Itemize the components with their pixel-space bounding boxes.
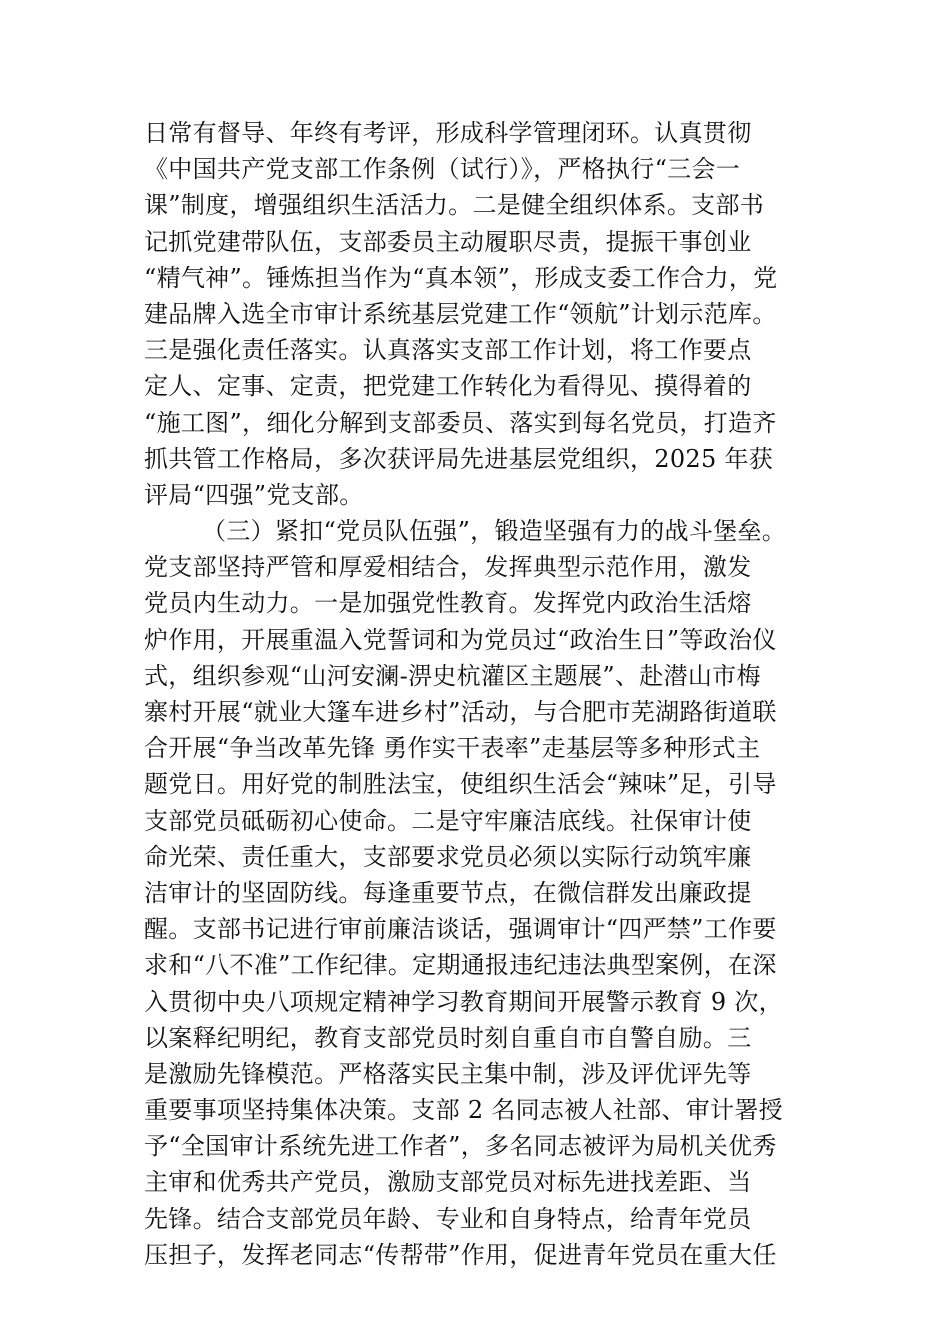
text-line: 醒。支部书记进行审前廉洁谈话，强调审计“四严禁”工作要	[144, 915, 777, 944]
text-line: 是激励先锋模范。严格落实民主集中制，涉及评优评先等	[144, 1059, 752, 1088]
text-line: “施工图”，细化分解到支部委员、落实到每名党员，打造齐	[144, 408, 777, 437]
text-line: 抓共管工作格局，多次获评局先进基层党组织，2025 年获	[144, 444, 774, 473]
text-line: 洁审计的坚固防线。每逢重要节点，在微信群发出廉政提	[144, 878, 752, 907]
text-line: 压担子，发挥老同志“传帮带”作用，促进青年党员在重大任	[144, 1240, 777, 1269]
text-line: 命光荣、责任重大，支部要求党员必须以实际行动筑牢廉	[144, 842, 752, 871]
text-line: 求和“八不准”工作纪律。定期通报违纪违法典型案例，在深	[144, 951, 777, 980]
text-line: 式，组织参观“山河安澜-淠史杭灌区主题展”、赴潜山市梅	[144, 661, 761, 690]
text-line: “精气神”。锤炼担当作为“真本领”，形成支委工作合力，党	[144, 263, 778, 292]
text-line: 党员内生动力。一是加强党性教育。发挥党内政治生活熔	[144, 589, 752, 618]
text-line: 寨村开展“就业大篷车进乡村”活动，与合肥市芜湖路街道联	[144, 698, 777, 726]
text-line: 定人、定事、定责，把党建工作转化为看得见、摸得着的	[144, 372, 752, 401]
text-line: 重要事项坚持集体决策。支部 2 名同志被人社部、审计署授	[144, 1096, 783, 1125]
text-line: 记抓党建带队伍，支部委员主动履职尽责，提振干事创业	[144, 227, 752, 256]
text-line: 合开展“争当改革先锋 勇作实干表率”走基层等多种形式主	[144, 734, 761, 763]
text-line: 日常有督导、年终有考评，形成科学管理闭环。认真贯彻	[144, 119, 752, 147]
text-line: 课”制度，增强组织生活活力。二是健全组织体系。支部书	[144, 191, 765, 220]
text-line: 主审和优秀共产党员，激励支部党员对标先进找差距、当	[144, 1168, 752, 1197]
text-line: 评局“四强”党支部。	[144, 480, 364, 509]
section-heading: （三）紧扣“党员队伍强”，锻造坚强有力的战斗堡垒。	[202, 517, 787, 546]
text-line: 支部党员砥砺初心使命。二是守牢廉洁底线。社保审计使	[144, 806, 752, 835]
document-body	[144, 115, 808, 1273]
text-line: 予“全国审计系统先进工作者”，多名同志被评为局机关优秀	[144, 1132, 777, 1161]
text-line: 先锋。结合支部党员年龄、专业和自身特点，给青年党员	[144, 1204, 752, 1233]
text-line: 入贯彻中央八项规定精神学习教育期间开展警示教育 9 次，	[144, 987, 783, 1016]
text-line: 炉作用，开展重温入党誓词和为党员过“政治生日”等政治仪	[144, 625, 777, 654]
text-line: 《中国共产党支部工作条例（试行）》，严格执行“三会一	[144, 155, 741, 184]
text-line: 三是强化责任落实。认真落实支部工作计划，将工作要点	[144, 336, 752, 365]
text-line: 以案释纪明纪，教育支部党员时刻自重自市自警自励。三	[144, 1023, 752, 1052]
text-line: 党支部坚持严管和厚爱相结合，发挥典型示范作用，激发	[144, 553, 752, 582]
text-line: 建品牌入选全市审计系统基层党建工作“领航”计划示范库。	[144, 299, 777, 328]
text-line: 题党日。用好党的制胜法宝，使组织生活会“辣味”足，引导	[144, 770, 777, 799]
